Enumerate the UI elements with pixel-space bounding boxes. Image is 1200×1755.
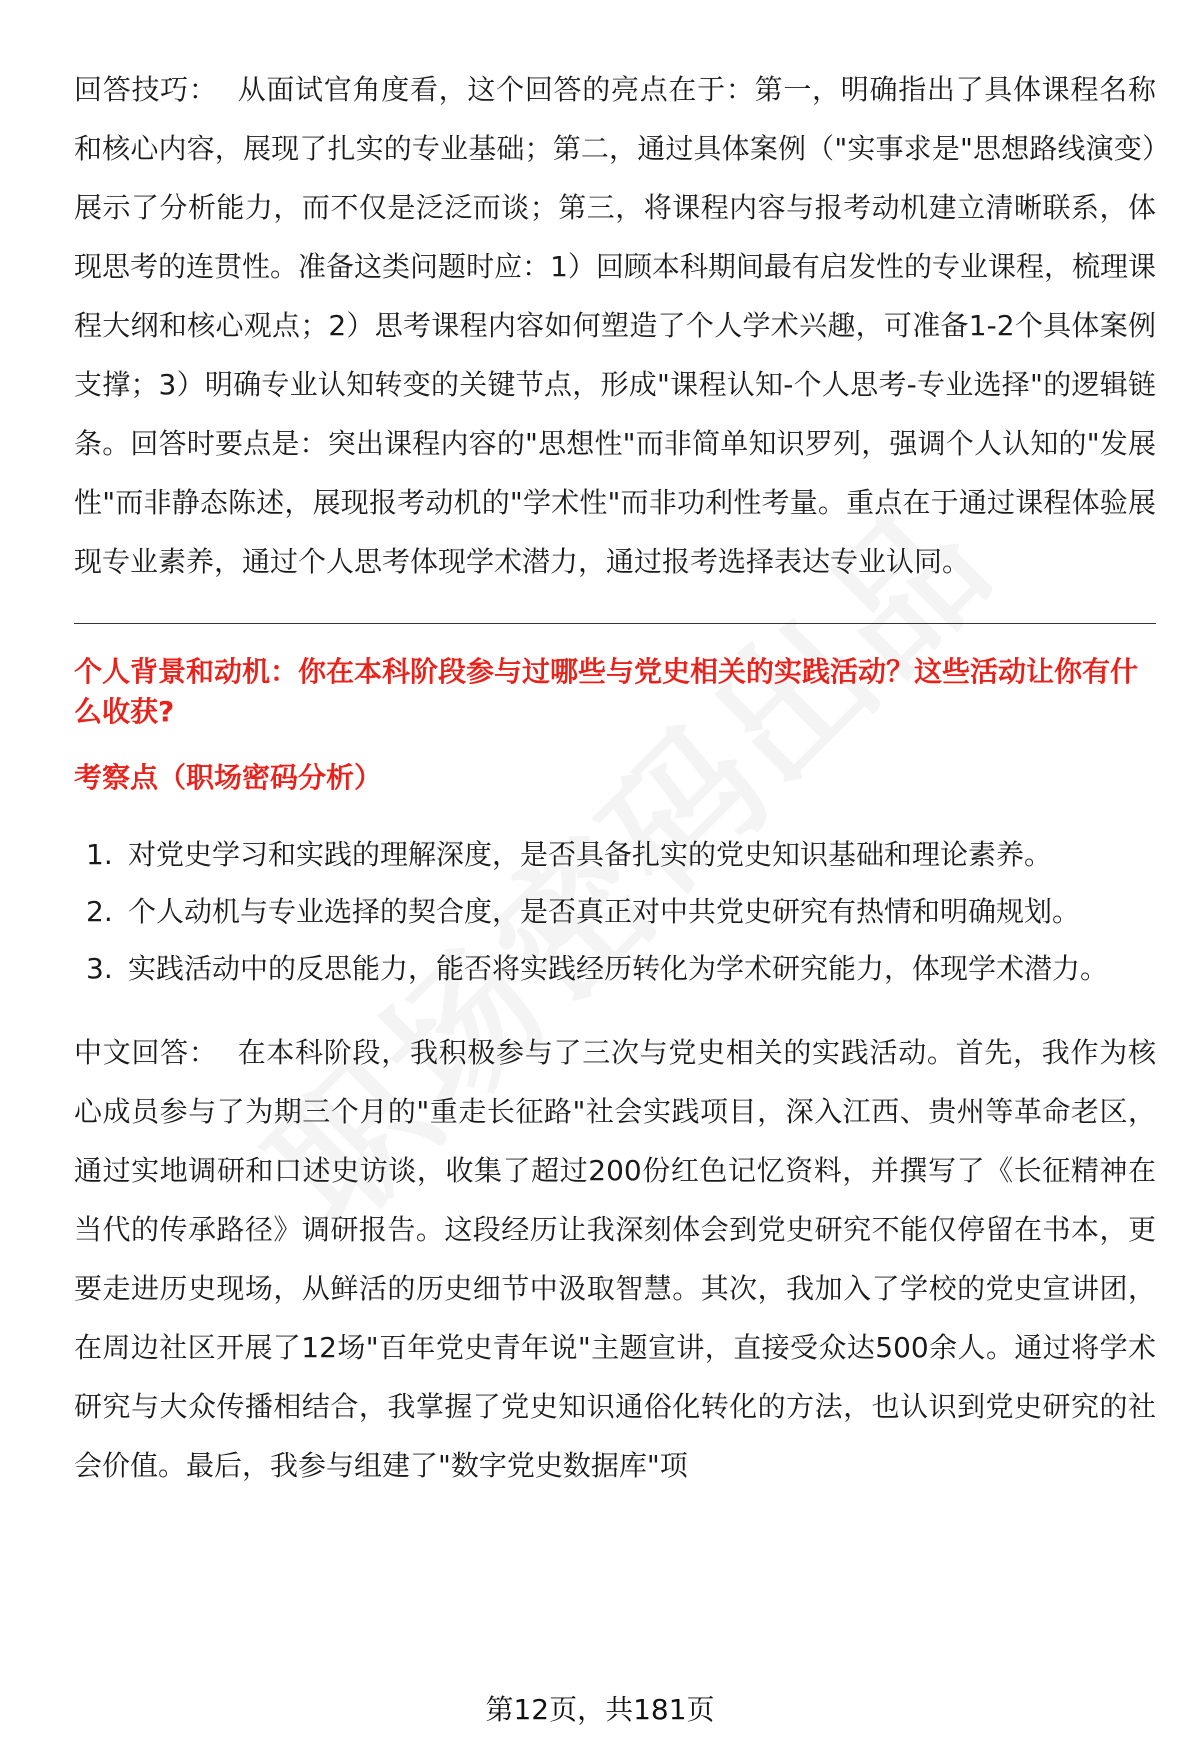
exam-point-number: 1. [86, 838, 113, 871]
page-number-footer: 第12页，共181页 [485, 1693, 715, 1726]
exam-points-title: 考察点（职场密码分析） [74, 761, 383, 794]
exam-point-text: 实践活动中的反思能力，能否将实践经历转化为学术研究能力，体现学术潜力。 [128, 952, 1109, 985]
tips-paragraph [74, 60, 1156, 591]
answer-paragraph [74, 1023, 1156, 1495]
tips-text: 从面试官角度看，这个回答的亮点在于：第一，明确指出了具体课程名称和核心内容，展现了扎实的专业基础；第二，通过具体案例（"实事求是"思想路线演变）展示了分析能力，而不仅是泛泛而谈；第三，将课程内容与报考动机建立清晰联系，体现思考的连贯性。准备这类问题时应：1）回顾本科期间最有启发性的专业课程，梳理课程大纲和核心观点；2）思考课程内容如何塑造了个人学术兴趣，可准备1-2个具体案例支撑；3）明确专业认知转变的关键节点，形成"课程认知-个人思考-专业选择"的逻辑链条。回答时要点是：突出课程内容的"思想性"而非简单知识罗列，强调个人认知的"发展性"而非静态陈述，展现报考动机的"学术性"而非功利性考量。重点在于通过课程体验展现专业素养，通过个人思考体现学术潜力，通过报考选择表达专业认同。 [74, 73, 1156, 578]
section-divider [74, 623, 1156, 624]
page-content [74, 60, 1156, 1495]
exam-point-item [74, 826, 1156, 883]
exam-point-item [74, 883, 1156, 940]
exam-points-list [74, 826, 1156, 997]
exam-point-text: 对党史学习和实践的理解深度，是否具备扎实的党史知识基础和理论素养。 [128, 838, 1053, 871]
answer-text: 在本科阶段，我积极参与了三次与党史相关的实践活动。首先，我作为核心成员参与了为期三个月的"重走长征路"社会实践项目，深入江西、贵州等革命老区，通过实地调研和口述史访谈，收集了超过200份红色记忆资料，并撰写了《长征精神在当代的传承路径》调研报告。这段经历让我深刻体会到党史研究不能仅停留在书本，更要走进历史现场，从鲜活的历史细节中汲取智慧。其次，我加入了学校的党史宣讲团，在周边社区开展了12场"百年党史青年说"主题宣讲，直接受众达500余人。通过将学术研究与大众传播相结合，我掌握了党史知识通俗化转化的方法，也认识到党史研究的社会价值。最后，我参与组建了"数字党史数据库"项 [74, 1036, 1156, 1482]
exam-point-number: 3. [86, 952, 113, 985]
answer-label: 中文回答： [74, 1036, 218, 1069]
tips-label: 回答技巧： [74, 73, 218, 106]
exam-point-text: 个人动机与专业选择的契合度，是否真正对中共党史研究有热情和明确规划。 [128, 895, 1081, 928]
exam-point-number: 2. [86, 895, 113, 928]
exam-point-item [74, 940, 1156, 997]
question-heading: 个人背景和动机：你在本科阶段参与过哪些与党史相关的实践活动？这些活动让你有什么收获? [74, 655, 1139, 728]
